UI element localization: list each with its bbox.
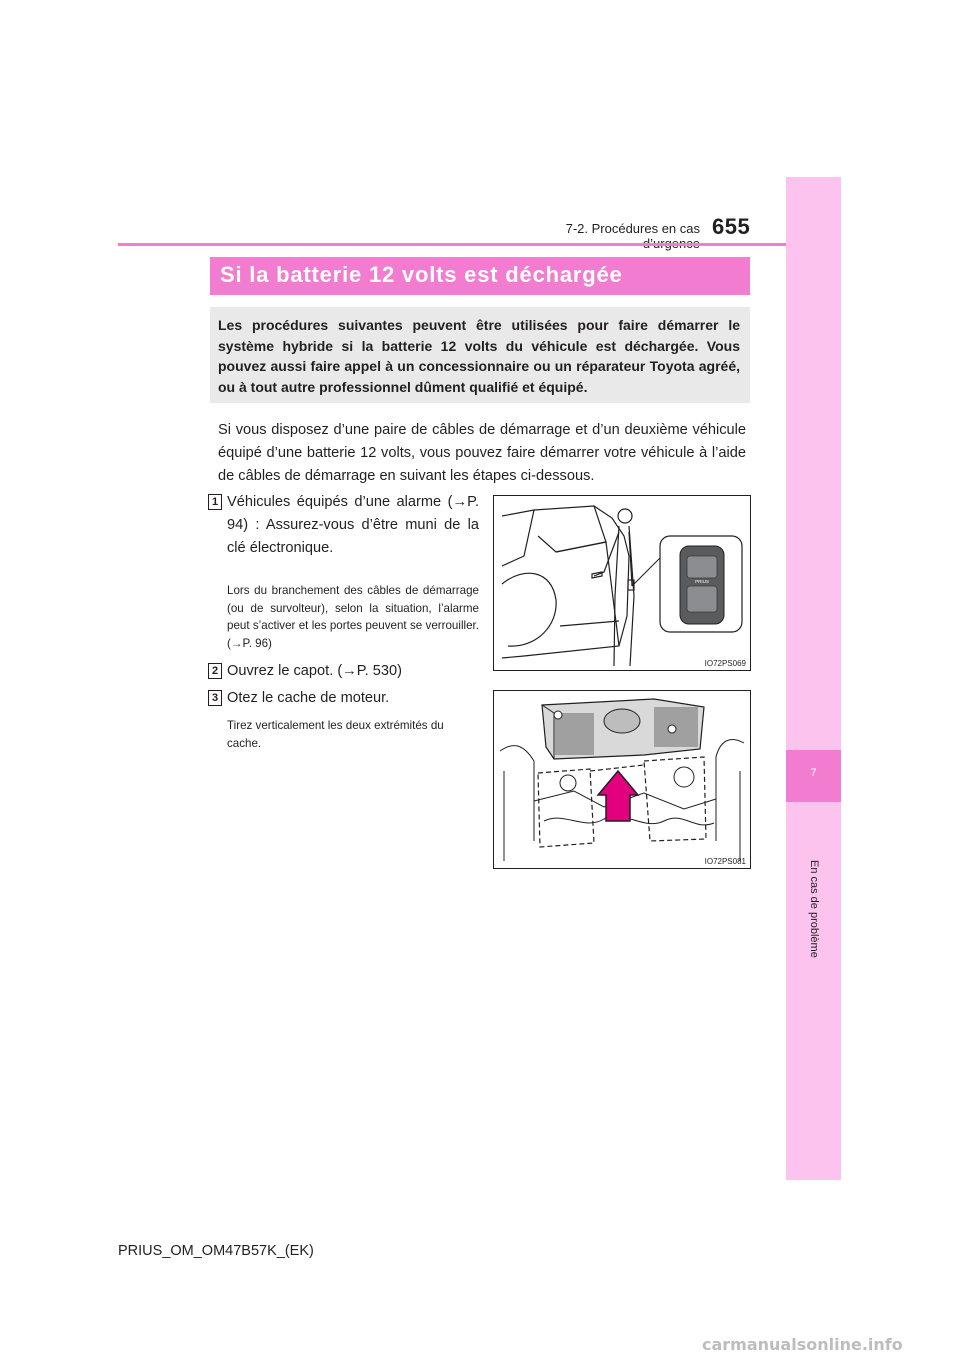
car-door-illustration	[494, 496, 750, 670]
step-1-note: Lors du branchement des câbles de démarrage (ou de survolteur), selon la situation, l’alarme peut s’activer et les portes peuvent se verrouiller. (→P. 96)	[227, 584, 479, 650]
step-number-1: 1	[208, 494, 222, 510]
watermark-logo	[700, 1330, 960, 1358]
watermark-text: carmanualsonline.info	[702, 1335, 903, 1354]
header-section-title: 7-2. Procédures en cas	[565, 221, 700, 236]
engine-cover-illustration	[494, 691, 750, 868]
page-number: 655	[712, 214, 751, 239]
chapter-side-tab	[786, 177, 841, 1180]
chapter-number: 7	[810, 767, 817, 779]
footer-document-code: PRIUS_OM_OM47B57K_(EK)	[118, 1243, 314, 1259]
body-paragraph: Si vous disposez d’une paire de câbles de démarrage et d’un deuxième véhicule équipé d’une batterie 12 volts, vous pouvez faire démarrer votre véhicule à l’aide de câbles de démarrage en suivant les étapes ci-dessous.	[218, 422, 746, 484]
key-label: PRIUS	[695, 579, 709, 584]
page-title: Si la batterie 12 volts est déchargée	[220, 262, 623, 287]
watermark	[700, 1330, 960, 1358]
step-number-2: 2	[208, 663, 222, 679]
intro-text: Les procédures suivantes peuvent être utilisées pour faire démarrer le système hybride si la batterie 12 volts du véhicule est déchargée. Vous pouvez aussi faire appel à un concessionnaire ou un réparateur Toyota agréé, ou à tout autre professionnel dûment qualifié et équipé.	[218, 317, 740, 395]
chapter-label-wrapper	[806, 860, 820, 1000]
figure-car-door-key	[493, 495, 751, 671]
step-2-text: Ouvrez le capot. (→P. 530)	[227, 663, 402, 679]
figure-1-code: IO72PS069	[704, 659, 746, 668]
header-rule	[118, 243, 841, 246]
step-3-note: Tirez verticalement les deux extrémités du cache.	[227, 719, 444, 750]
step-3-text: Otez le cache de moteur.	[227, 690, 390, 706]
figure-engine-cover	[493, 690, 751, 869]
step-number-3: 3	[208, 690, 222, 706]
chapter-label: En cas de problème	[808, 860, 820, 958]
step-1-text: Véhicules équipés d’une alarme (→P. 94) : Assurez-vous d’être muni de la clé électronique.	[227, 494, 479, 556]
figure-2-code: IO72PS081	[704, 857, 746, 866]
